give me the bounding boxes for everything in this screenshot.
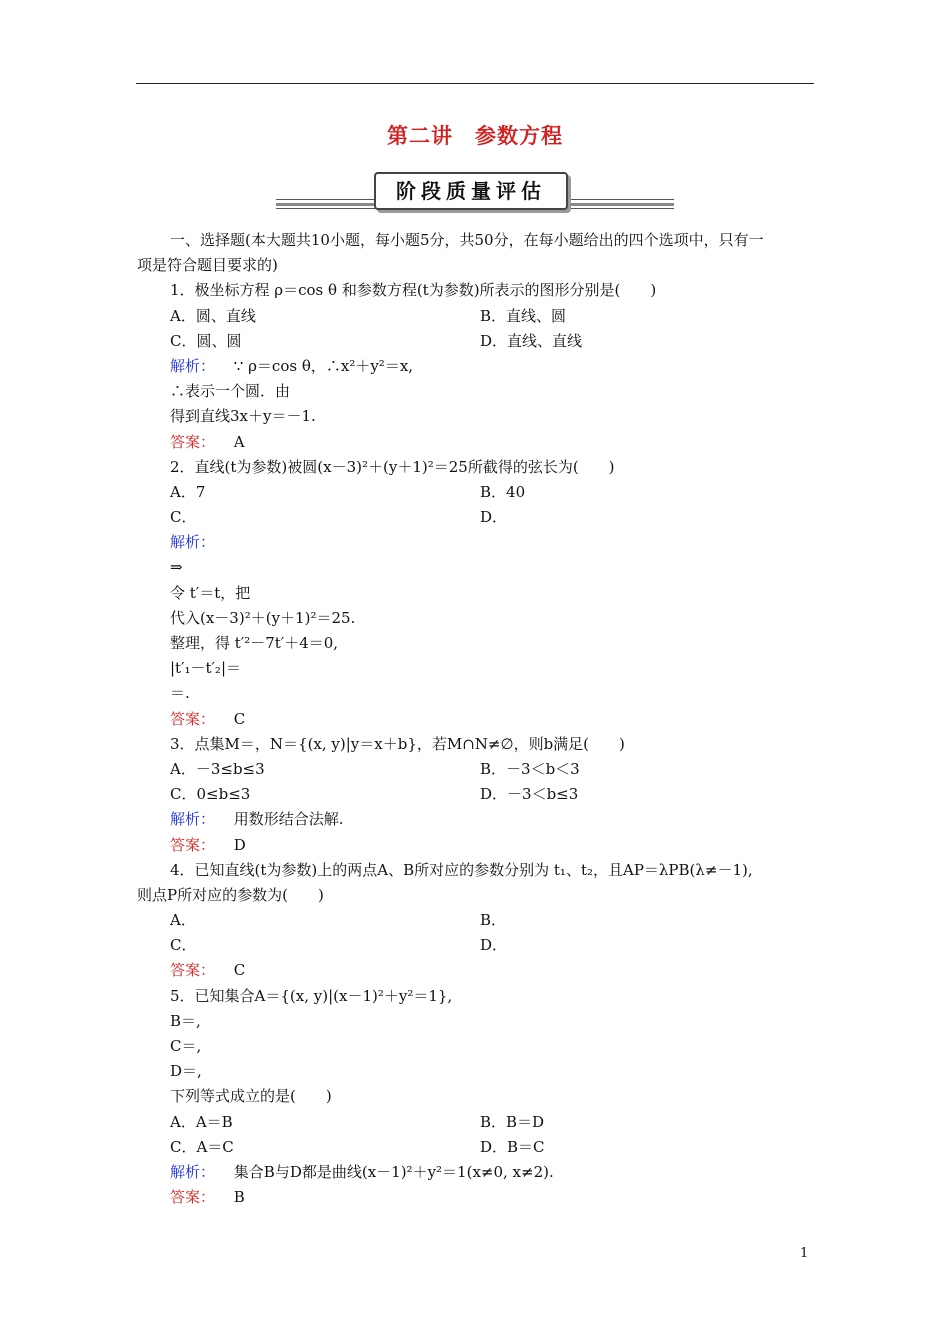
answer-label: 答案： [170,961,216,980]
q1-analysis-2: ∴表示一个圆．由 [170,382,291,401]
q5-stem: 5．已知集合A＝{(x, y)|(x－1)²＋y²＝1}, [170,986,453,1005]
q1-options-row-2 [170,329,820,354]
q1-answer-value: A [233,432,245,451]
answer-label: 答案： [170,709,216,728]
q4-option-d: D． [480,936,508,955]
q2-options-row-2 [170,505,820,530]
q4-option-b: B． [480,911,507,930]
q2-option-d: D． [480,508,508,527]
q3-options-row-2 [170,782,820,807]
section-banner [276,172,674,212]
q4-options-row-2 [170,933,820,958]
analysis-label: 解析： [170,533,216,552]
q3-option-a: A．－3≤b≤3 [170,759,265,778]
q2-option-b: B．40 [480,482,526,501]
q3-answer [170,833,820,858]
header-rule [136,83,814,84]
q2-options-row-1 [170,480,820,505]
q5-ask: 下列等式成立的是( ) [170,1087,332,1106]
intro-line-2: 项是符合题目要求的) [137,256,278,275]
q2-answer [170,707,820,732]
q5-option-c: C．A＝C [170,1137,234,1156]
q5-analysis-text: 集合B与D都是曲线(x－1)²＋y²＝1(x≠0, x≠2). [233,1162,554,1181]
q2-option-a: A．7 [170,482,206,501]
page-number: 1 [800,1246,809,1261]
q2-analysis [170,530,820,555]
q5-analysis [170,1160,820,1185]
q2-step-5: |t′₁－t′₂|＝ [170,659,242,678]
q5-set-c: C＝, [170,1037,202,1055]
q3-options-row-1 [170,757,820,782]
q2-step-2: 令 t′＝t，把 [170,583,251,602]
analysis-label: 解析： [170,810,216,829]
q1-option-b: B．直线、圆 [480,306,567,325]
q2-answer-value: C [233,709,246,728]
q4-option-c: C． [170,936,197,955]
q1-options-row-1 [170,304,820,329]
q3-option-d: D．－3＜b≤3 [480,785,579,804]
q5-option-b: B．B＝D [480,1112,545,1131]
q5-option-d: D．B＝C [480,1137,545,1156]
q4-options-row-1 [170,908,820,933]
intro-line-1: 一、选择题(本大题共10小题，每小题5分，共50分，在每小题给出的四个选项中，只有一 [170,231,764,249]
question-content [137,228,820,1210]
q3-answer-value: D [233,835,246,854]
q5-answer-value: B [233,1188,245,1207]
answer-label: 答案： [170,432,216,451]
q4-answer-value: C [233,961,246,980]
q2-step-6: ＝. [170,684,190,703]
analysis-label: 解析： [170,356,216,375]
q5-set-b: B＝, [170,1011,201,1030]
page-title: 第二讲 参数方程 [387,124,563,148]
q1-stem: 1．极坐标方程 ρ＝cos θ 和参数方程(t为参数)所表示的图形分别是( ) [170,281,657,300]
q5-options-row-1 [170,1110,820,1135]
q4-answer [170,958,820,983]
q3-stem: 3．点集M＝，N＝{(x, y)|y＝x＋b}，若M∩N≠∅，则b满足( ) [170,734,625,753]
q2-step-1: ⇒ [170,558,183,577]
q2-step-4: 整理，得 t′²－7t′＋4＝0, [170,634,339,652]
q3-analysis [170,807,820,832]
q4-stem-2: 则点P所对应的参数为( ) [137,885,324,904]
q2-option-c: C． [170,508,197,527]
q3-analysis-text: 用数形结合法解. [233,810,344,829]
q5-set-d: D＝, [170,1062,202,1081]
answer-label: 答案： [170,835,216,854]
q3-option-c: C．0≤b≤3 [170,785,251,804]
q1-option-a: A．圆、直线 [170,306,256,325]
q5-options-row-2 [170,1135,820,1160]
q1-analysis-3: 得到直线3x＋y＝－1. [170,407,316,426]
q1-analysis-text: ∵ ρ＝cos θ，∴x²＋y²＝x, [233,356,414,375]
q1-option-d: D．直线、直线 [480,331,583,350]
q1-analysis [170,354,820,379]
q5-answer [170,1185,820,1210]
q4-stem-1: 4．已知直线(t为参数)上的两点A、B所对应的参数分别为 t₁、t₂，且AP＝λPB(λ≠－1), [170,860,753,879]
q1-option-c: C．圆、圆 [170,331,242,350]
q1-answer [170,430,820,455]
q5-option-a: A．A＝B [170,1112,233,1131]
answer-label: 答案： [170,1188,216,1207]
analysis-label: 解析： [170,1162,216,1181]
q2-step-3: 代入(x－3)²＋(y＋1)²＝25. [170,608,356,627]
banner-label: 阶段质量评估 [374,172,568,210]
q4-option-a: A． [170,911,196,930]
q2-stem: 2．直线(t为参数)被圆(x－3)²＋(y＋1)²＝25所截得的弦长为( ) [170,457,615,476]
q3-option-b: B．－3＜b＜3 [480,759,580,778]
